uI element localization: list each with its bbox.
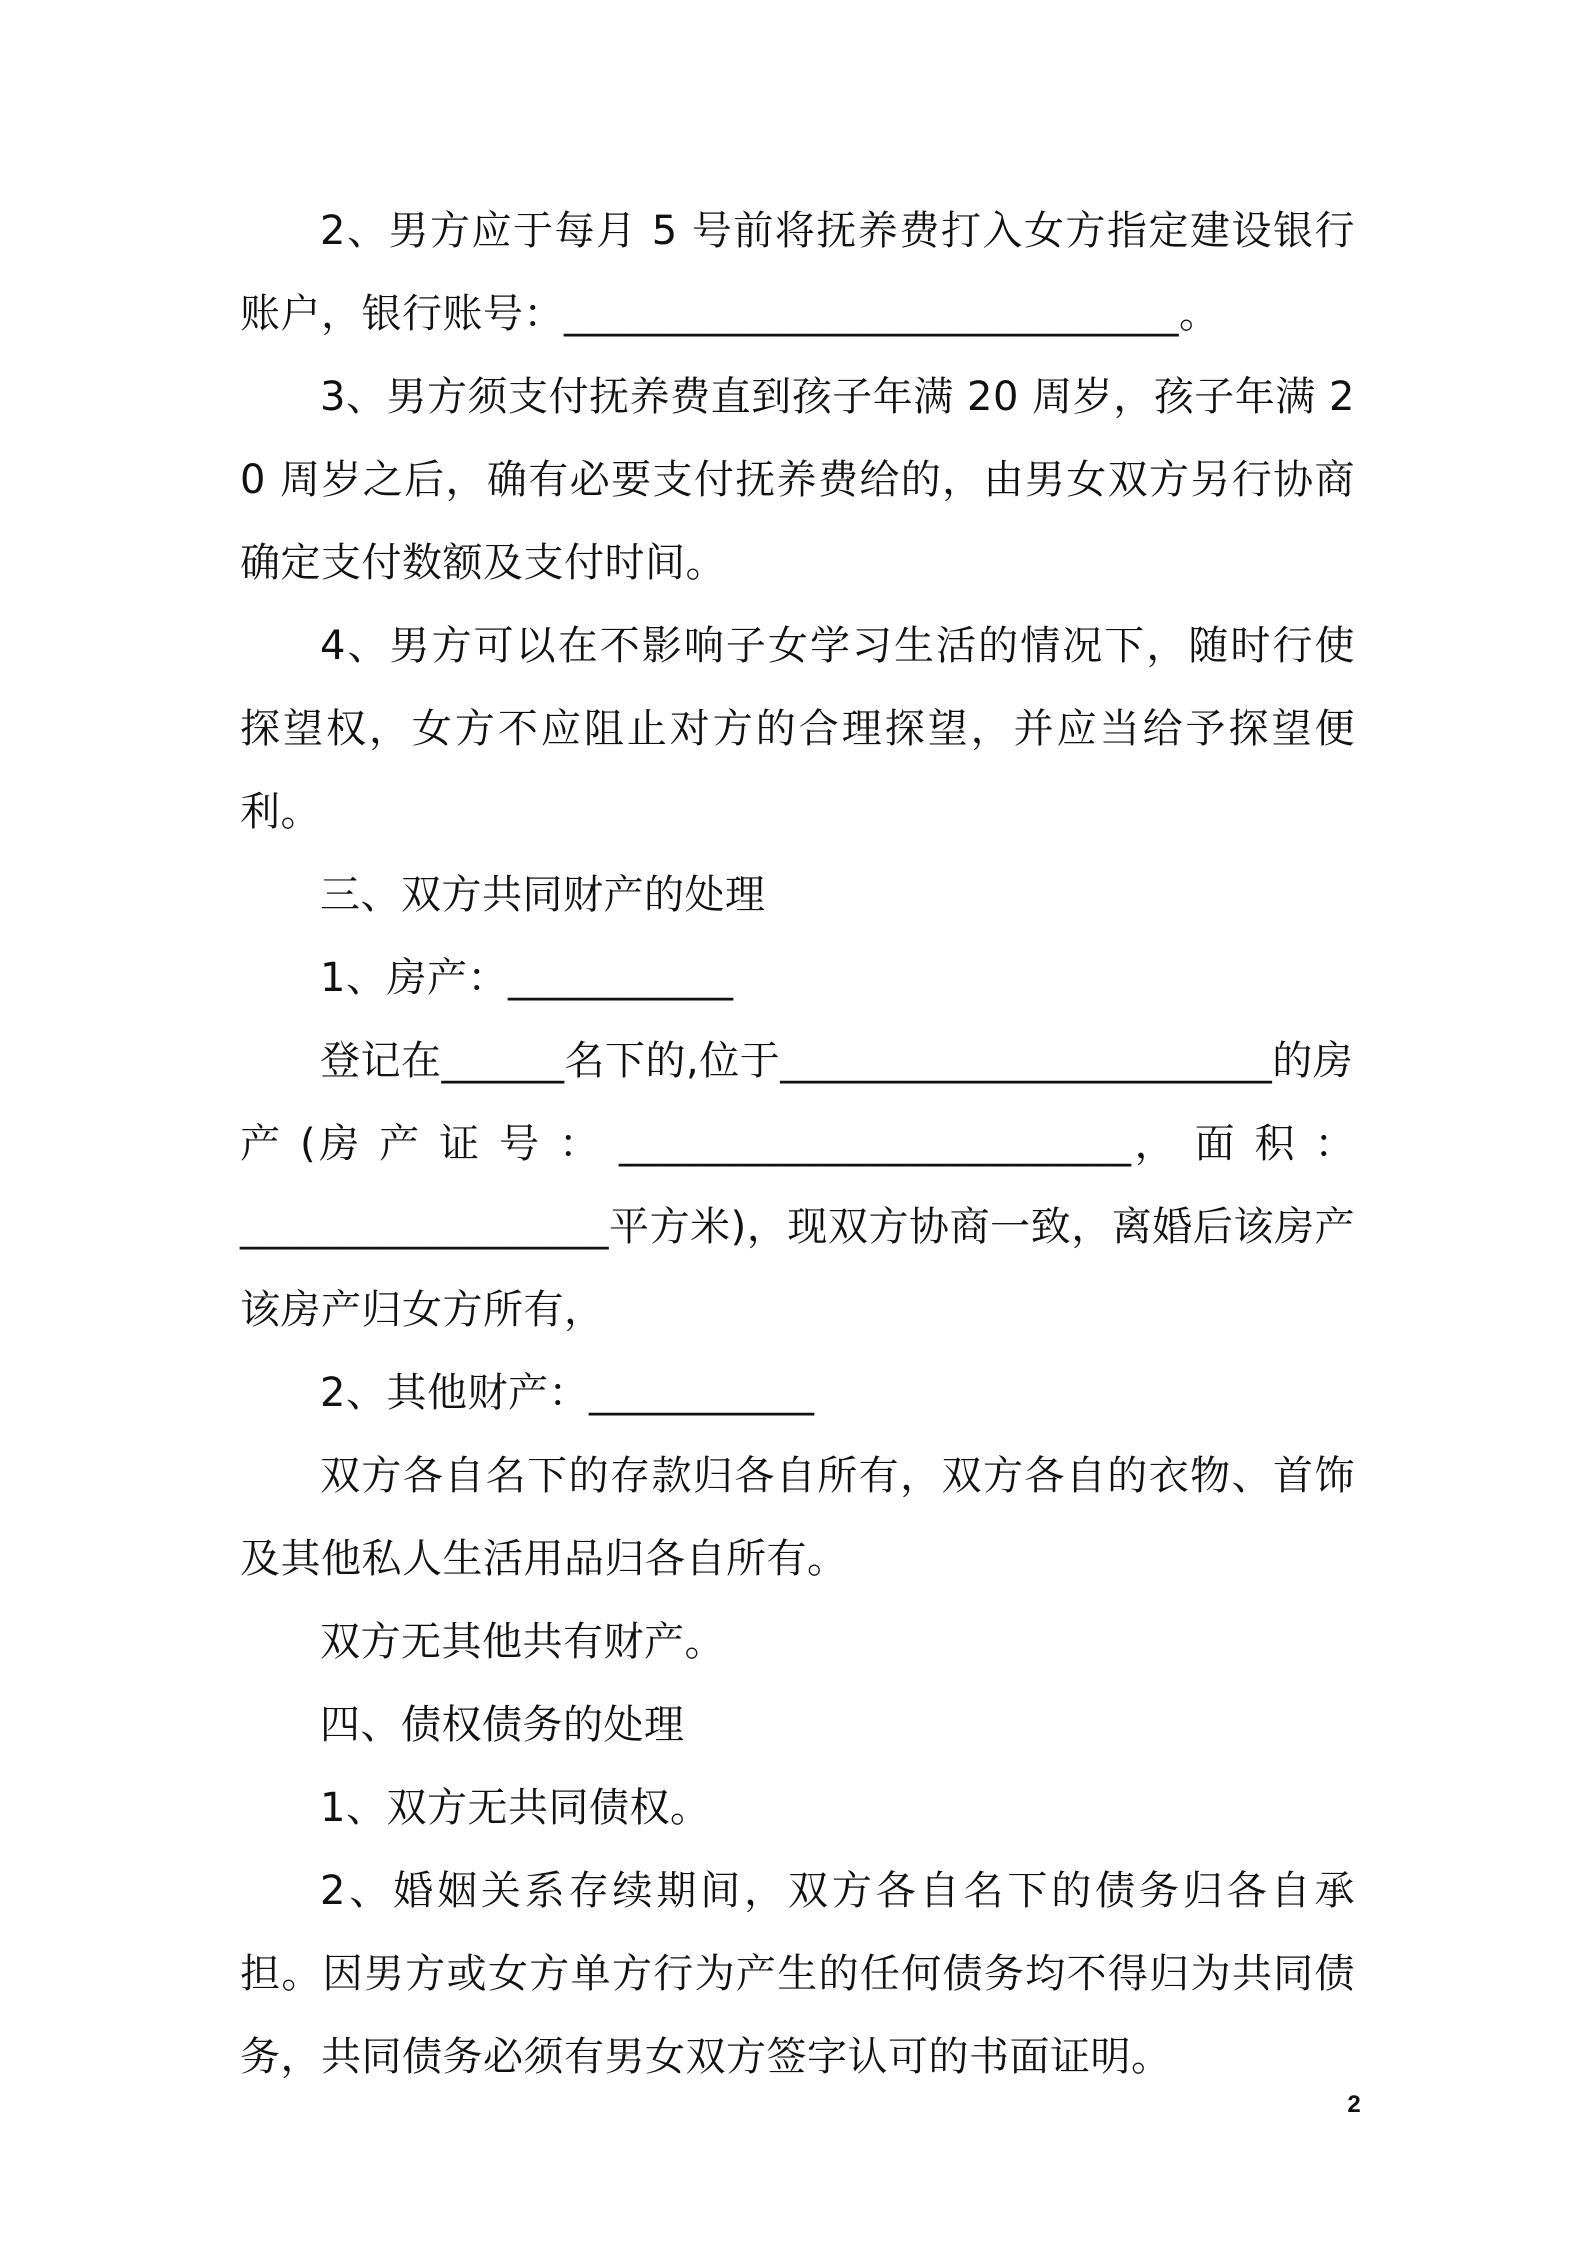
property-house-detail-line-3: __________________平方米)，现双方协商一致，离婚后该房产该房产归女方所有， — [240, 1204, 1355, 1333]
paragraph-debt-claims: 1、双方无共同债权。 — [320, 1785, 711, 1831]
paragraph-no-other-property: 双方无其他共有财产。 — [320, 1619, 725, 1665]
section-heading-debts: 四、债权债务的处理 — [320, 1702, 685, 1748]
document-body — [240, 190, 1355, 2099]
page-number: 2 — [1347, 2091, 1361, 2118]
paragraph-other-property-detail: 双方各自名下的存款归各自所有，双方各自的衣物、首饰及其他私人生活用品归各自所有。 — [240, 1453, 1355, 1582]
paragraph-debt-obligations: 2、婚姻关系存续期间，双方各自名下的债务归各自承担。因男方或女方单方行为产生的任何债务均不得归为共同债务，共同债务必须有男女双方签字认可的书面证明。 — [240, 1868, 1355, 2080]
paragraph-support-duration: 3、男方须支付抚养费直到孩子年满 20 周岁，孩子年满 20 周岁之后，确有必要支付抚养费给的，由男女双方另行协商确定支付数额及支付时间。 — [240, 374, 1355, 586]
paragraph-visitation-right: 4、男方可以在不影响子女学习生活的情况下，随时行使探望权，女方不应阻止对方的合理探望，并应当给予探望便利。 — [240, 623, 1355, 835]
property-house-detail-line-1: 登记在______名下的,位于________________________的房 — [320, 1038, 1354, 1084]
section-heading-joint-property: 三、双方共同财产的处理 — [320, 872, 766, 918]
property-house-detail-line-2: 产 (房 产 证 号 ： _________________________， 面 积 ： — [240, 1121, 1355, 1167]
paragraph-support-payment-date: 2、男方应于每月 5 号前将抚养费打入女方指定建设银行账户，银行账号：______________________________。 — [240, 208, 1355, 337]
property-other-heading: 2、其他财产：___________ — [320, 1370, 815, 1416]
property-house-heading: 1、房产：___________ — [320, 955, 734, 1001]
